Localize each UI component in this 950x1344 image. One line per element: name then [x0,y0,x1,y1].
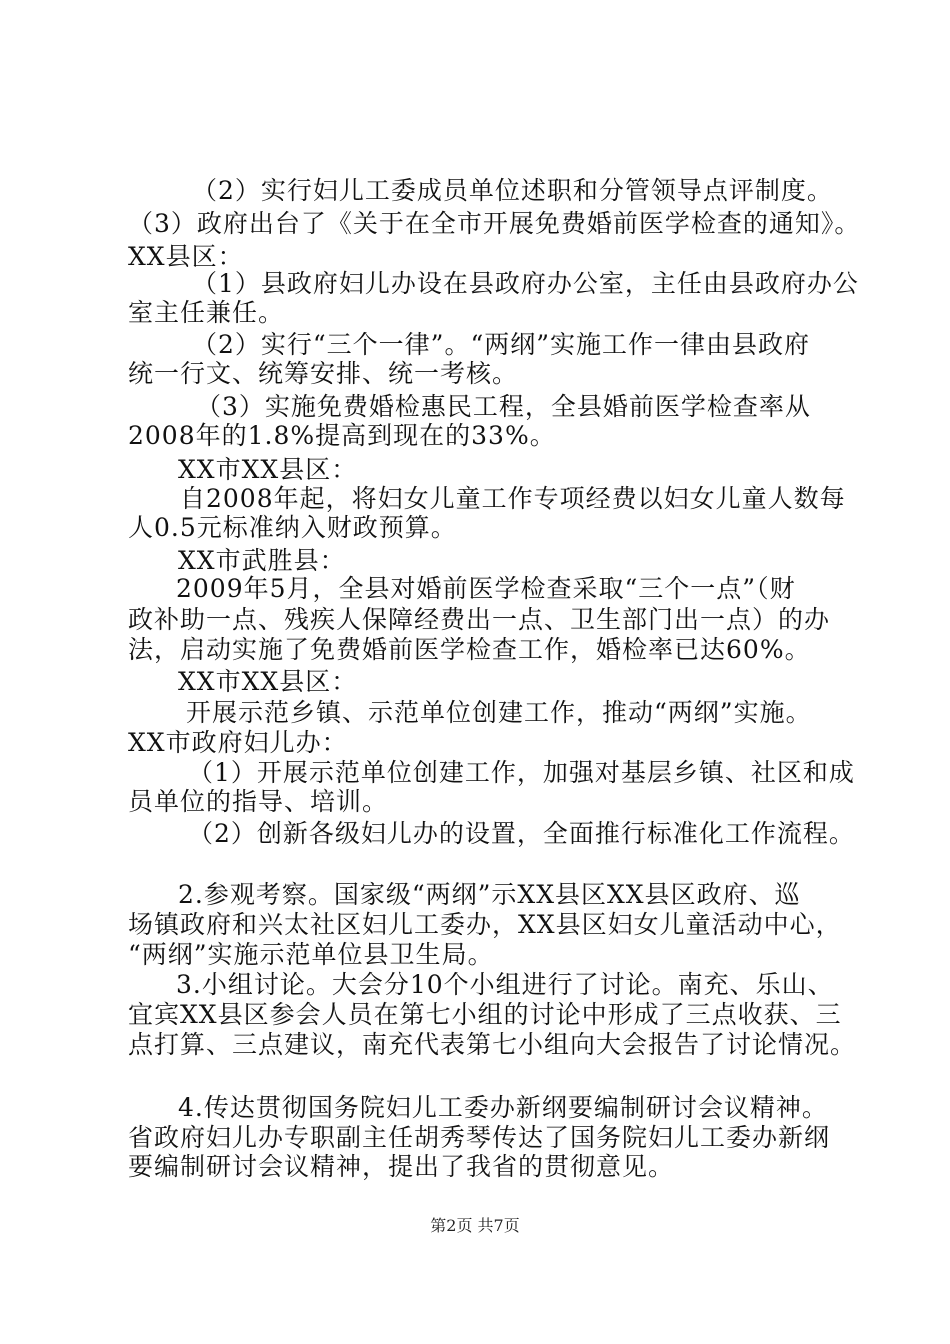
text-line: 3.小组讨论。大会分10个小组进行了讨论。南充、乐山、 [176,970,834,999]
text-line: XX市XX县区： [178,455,358,484]
text-line: 宜宾XX县区参会人员在第七小组的讨论中形成了三点收获、三 [128,1000,842,1029]
text-line: 统一行文、统筹安排、统一考核。 [128,359,519,388]
text-line: 自2008年起，将妇女儿童工作专项经费以妇女儿童人数每 [180,484,846,513]
text-line: （3）实施免费婚检惠民工程，全县婚前医学检查率从 [196,392,811,421]
text-line: 法，启动实施了免费婚前医学检查工作，婚检率已达60%。 [128,635,811,664]
text-line: XX县区： [128,242,244,271]
text-line: XX市武胜县： [178,546,346,575]
text-line: XX市政府妇儿办： [128,728,348,757]
text-line: 2008年的1.8%提高到现在的33%。 [128,421,556,450]
text-line: 员单位的指导、培训。 [128,787,389,816]
text-line: 政补助一点、残疾人保障经费出一点、卫生部门出一点）的办 [128,605,831,634]
text-line: 2.参观考察。国家级“两纲”示XX县区XX县区政府、巡 [178,880,801,909]
page-footer: 第2页 共7页 [430,1216,520,1235]
text-line: 开展示范乡镇、示范单位创建工作，推动“两纲”实施。 [186,698,812,727]
text-line: 要编制研讨会议精神，提出了我省的贯彻意见。 [128,1152,675,1181]
text-line: 人0.5元标准纳入财政预算。 [128,513,457,542]
text-line: 室主任兼任。 [128,298,285,327]
text-line: 场镇政府和兴太社区妇儿工委办，XX县区妇女儿童活动中心， [128,910,842,939]
text-line: 4.传达贯彻国务院妇儿工委办新纲要编制研讨会议精神。 [178,1093,828,1122]
text-line: （2）实行“三个一律”。“两纲”实施工作一律由县政府 [192,330,811,359]
text-line: （1）开展示范单位创建工作，加强对基层乡镇、社区和成 [188,758,855,787]
text-line: 点打算、三点建议，南充代表第七小组向大会报告了讨论情况。 [128,1030,857,1059]
text-line: “两纲”实施示范单位县卫生局。 [128,940,494,969]
text-line: （2）创新各级妇儿办的设置，全面推行标准化工作流程。 [188,819,855,848]
text-line: （1）县政府妇儿办设在县政府办公室，主任由县政府办公 [192,269,859,298]
text-line: 省政府妇儿办专职副主任胡秀琴传达了国务院妇儿工委办新纲 [128,1123,831,1152]
text-line: XX市XX县区： [178,667,358,696]
text-line: 2009年5月，全县对婚前医学检查采取“三个一点”（财 [176,574,796,603]
text-line: （2）实行妇儿工委成员单位述职和分管领导点评制度。 [192,176,833,205]
text-line: （3）政府出台了《关于在全市开展免费婚前医学检查的通知》。 [128,209,861,238]
